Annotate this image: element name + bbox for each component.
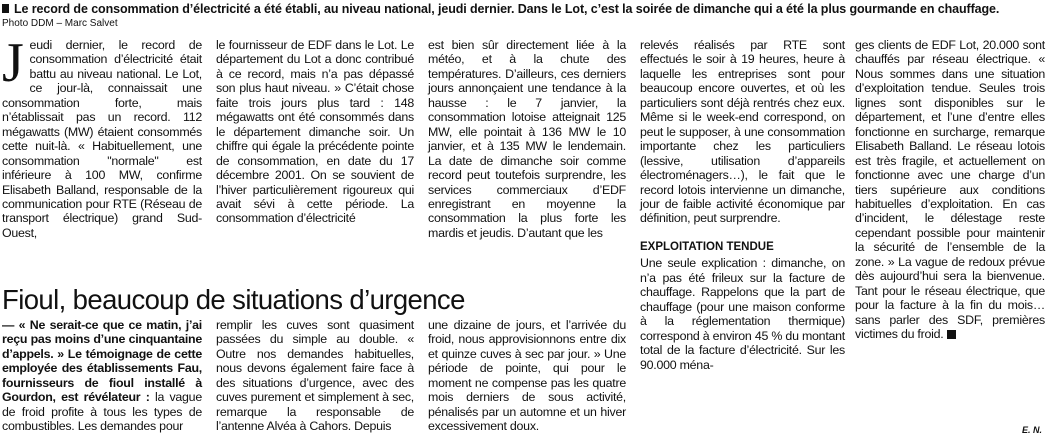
article1-col5-text: ges clients de EDF Lot, 20.000 sont chauffés par réseau électrique. « Nous sommes dans une situation d’exploitation tendue. Seules trois lignes sont disponibles sur le département, et l’une d’entre elles fonctionne en surcharge, remarque Elisabeth Balland. Le réseau lotois est très fragile, et actuellement on fonctionne avec une charge d’un tiers supérieure aux conditions habituelles d’exploitation. En cas d’incident, le délestage reste cependant possible pour maintenir la sécurité de l’ensemble de la zone. » La vague de redoux prévue dès aujourd’hui sera la bienvenue. Tant pour le réseau électrique, que pour la facture à la fin du mois… sans parler des SDF, premières victimes du froid. (855, 38, 1045, 342)
article1-column-4 (640, 38, 845, 372)
article2-headline: Fioul, beaucoup de situations d’urgence (2, 284, 465, 315)
photo-credit: Photo DDM – Marc Salvet (2, 18, 118, 29)
end-mark-icon (947, 330, 956, 339)
article2-col3-text: une dizaine de jours, et l’arrivée du froid, nous approvisionnons entre dix et quinze cuves à sec par jour. » Une période de pointe, qui pour le moment ne compense pas les quatre mois derniers de sous activité, pénalisés par un automne et un hiver excessivement doux. (428, 318, 626, 434)
article2-col2-text: remplir les cuves sont quasiment passées du simple au double. « Outre nos demandes habituelles, nous devons également faire face à des situations d’urgence, avec des cuves purement et simplement à sec, remarque la responsable de l’antenne Alvéa à Cahors. Depuis (216, 318, 414, 434)
section-subhead: EXPLOITATION TENDUE (640, 240, 774, 253)
article1-col4b-text: Une seule explication : dimanche, on n’a pas été frileux sur la facture de chauffage. Rappelons que la part de chauffage (pour une maison conforme à la réglementation thermique) correspond à environ 45 % du montant total de la facture d’électricité. Sur les 90.000 ména- (640, 256, 845, 372)
article1-col3-text: est bien sûr directement liée à la météo, et à la chute des températures. D’ailleurs, ces derniers jours annonçaient une tendance à la hausse : le 7 janvier, la consommation lotoise atteignait 125 MW, elle pointait à 136 MW le 10 janvier, et à 135 MW le lendemain. La date de dimanche soir comme record peut toutefois surprendre, les services commerciaux d’EDF enregistrant en moyenne la consommation la plus forte les mardis et jeudis. D’autant que les (428, 38, 626, 240)
article2-col1-text: la vague de froid profite à tous les types de combustibles. Les demandes pour (2, 390, 202, 434)
drop-cap: J (2, 32, 24, 94)
article1-column-1 (2, 32, 202, 240)
photo-caption: Le record de consommation d’électricité a été établi, au niveau national, jeudi dernier. Dans le Lot, c’est la soirée de dimanche qui a été la plus gourmande en chauffage. (2, 2, 999, 16)
article1-col4-text: relevés réalisés par RTE sont effectués le soir à 19 heures, heure à laquelle les entreprises sont pour beaucoup encore ouvertes, et où les particuliers sont déjà rentrés chez eux. Même si le week-end correspond, on peut le supposer, à une consommation importante chez les particuliers (lessive, utilisation d’appareils électroménagers…), le fait que le record lotois intervienne un dimanche, jour de faible activité économique par définition, peut surprendre. (640, 38, 845, 226)
author-signature: E. N. (1021, 425, 1042, 435)
article2-column-2 (216, 318, 414, 434)
article1-column-5 (855, 38, 1045, 342)
article1-column-2 (216, 38, 414, 226)
article2-column-1 (2, 318, 202, 434)
bullet-square-icon (2, 4, 9, 13)
article2-column-3 (428, 318, 626, 434)
article1-column-3 (428, 38, 626, 240)
article2-lead: — « Ne serait-ce que ce matin, j’ai reçu pas moins d’une cinquantaine d’appels. » Le témoignage de cette employée des établissements Fau, fournisseurs de fioul installé à Gourdon, est révélateur : (2, 318, 202, 405)
article1-col1-text: eudi dernier, le record de consommation d’électricité était battu au niveau national. Le Lot, ce jour-là, connaissait une consommation forte, mais n’établissait pas un record. 112 mégawatts (MW) étaient consommés cette nuit-là. « Habituellement, une consommation "normale" est inférieure à 100 MW, confirme Elisabeth Balland, responsable de la communication pour RTE (Réseau de transport électrique) grand Sud-Ouest, (2, 38, 202, 240)
article1-col2-text: le fournisseur de EDF dans le Lot. Le département du Lot a donc contribué à ce record, mais n’a pas dépassé son plus haut niveau. » C’était chose faite trois jours plus tard : 148 mégawatts ont été consommés dans le département dimanche soir. Un chiffre qui égale la précédente pointe de consommation, en date du 17 décembre 2001. On se souvient de l’hiver particulièrement rigoureux qui avait sévi à cette période. La consommation d’électricité (216, 38, 414, 226)
